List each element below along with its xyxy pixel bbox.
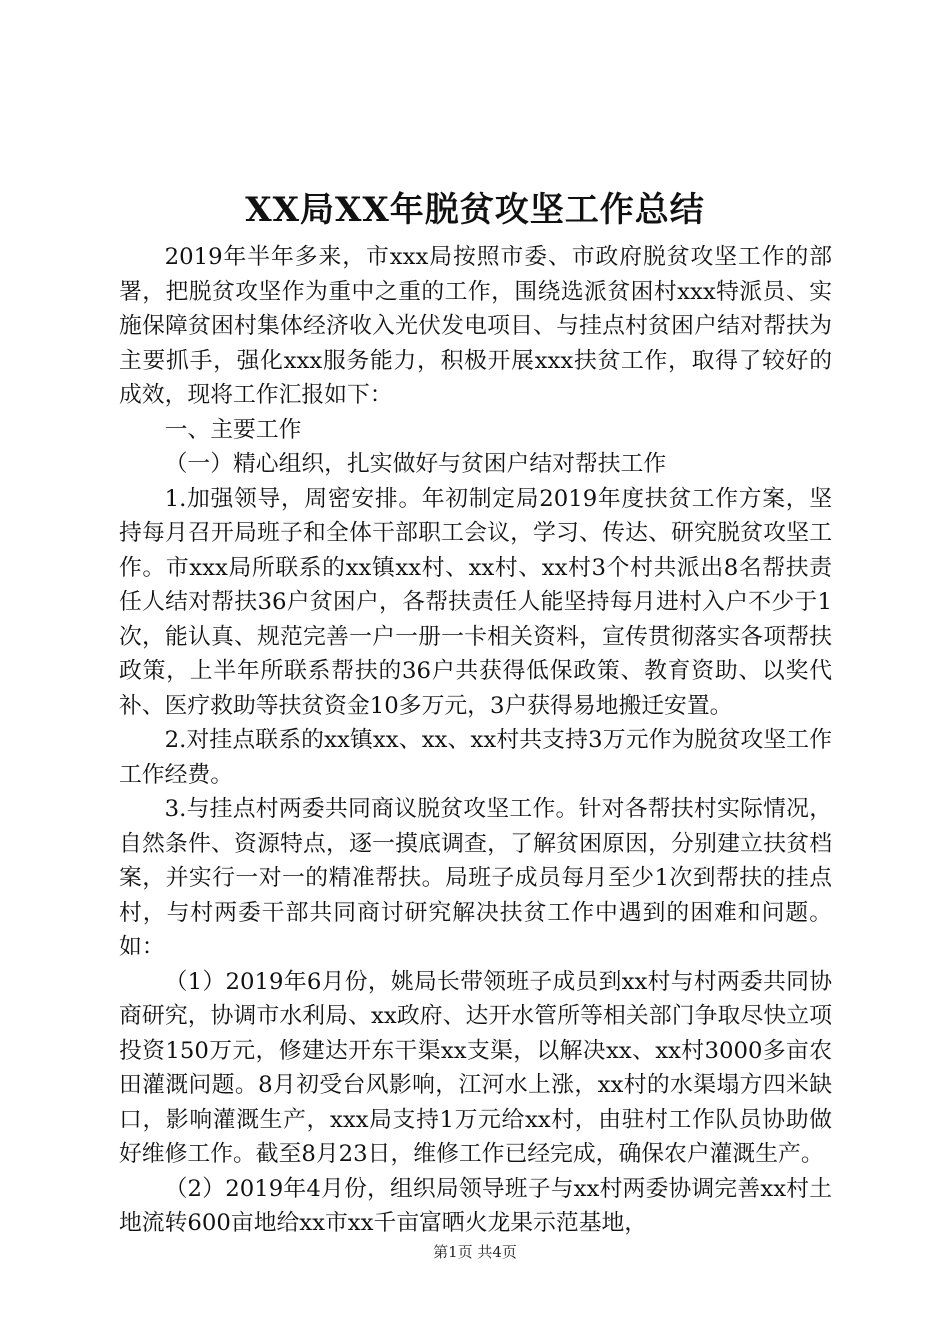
body-paragraph: 2.对挂点联系的xx镇xx、xx、xx村共支持3万元作为脱贫攻坚工作工作经费。 (119, 727, 832, 788)
document-title: XX局XX年脱贫攻坚工作总结 (245, 190, 705, 230)
section-heading-main-work: 一、主要工作 (164, 416, 302, 443)
subsection-heading-1: （一）精心组织，扎实做好与贫困户结对帮扶工作 (164, 451, 667, 477)
body-paragraph: 1.加强领导，周密安排。年初制定局2019年度扶贫工作方案，坚持每月召开局班子和全体干部职工会议，学习、传达、研究脱贫攻坚工作。市xxx局所联系的xx镇xx村、xx村、xx村3个村共派出8名帮扶责任人结对帮扶36户贫困户，各帮扶责任人能坚持每月进村入户不少于1次，能认真、规范完善一户一册一卡相关资料，宣传贯彻落实各项帮扶政策，上半年所联系帮扶的36户共获得低保政策、教育资助、以奖代补、医疗救助等扶贫资金10多万元，3户获得易地搬迁安置。 (119, 485, 832, 719)
page-number-footer: 第1页 共4页 (433, 1243, 517, 1261)
body-paragraph: （2）2019年4月份，组织局领导班子与xx村两委协调完善xx村土地流转600亩地给xx市xx千亩富晒火龙果示范基地， (119, 1175, 832, 1236)
body-paragraph: 3.与挂点村两委共同商议脱贫攻坚工作。针对各帮扶村实际情况，自然条件、资源特点，逐一摸底调查，了解贫困原因，分别建立扶贫档案，并实行一对一的精准帮扶。局班子成员每月至少1次到帮扶的挂点村，与村两委干部共同商讨研究解决扶贫工作中遇到的困难和问题。如： (119, 796, 832, 960)
document-body (119, 240, 832, 1241)
body-paragraph: （1）2019年6月份，姚局长带领班子成员到xx村与村两委共同协商研究，协调市水利局、xx政府、达开水管所等相关部门争取尽快立项投资150万元，修建达开东干渠xx支渠，以解决xx、xx村3000多亩农田灌溉问题。8月初受台风影响，江河水上涨，xx村的水渠塌方四米缺口，影响灌溉生产，xxx局支持1万元给xx村，由驻村工作队员协助做好维修工作。截至8月23日，维修工作已经完成，确保农户灌溉生产。 (119, 968, 832, 1167)
intro-paragraph: 2019年半年多来，市xxx局按照市委、市政府脱贫攻坚工作的部署，把脱贫攻坚作为重中之重的工作，围绕选派贫困村xxx特派员、实施保障贫困村集体经济收入光伏发电项目、与挂点村贫困户结对帮扶为主要抓手，强化xxx服务能力，积极开展xxx扶贫工作，取得了较好的成效，现将工作汇报如下： (119, 244, 832, 408)
